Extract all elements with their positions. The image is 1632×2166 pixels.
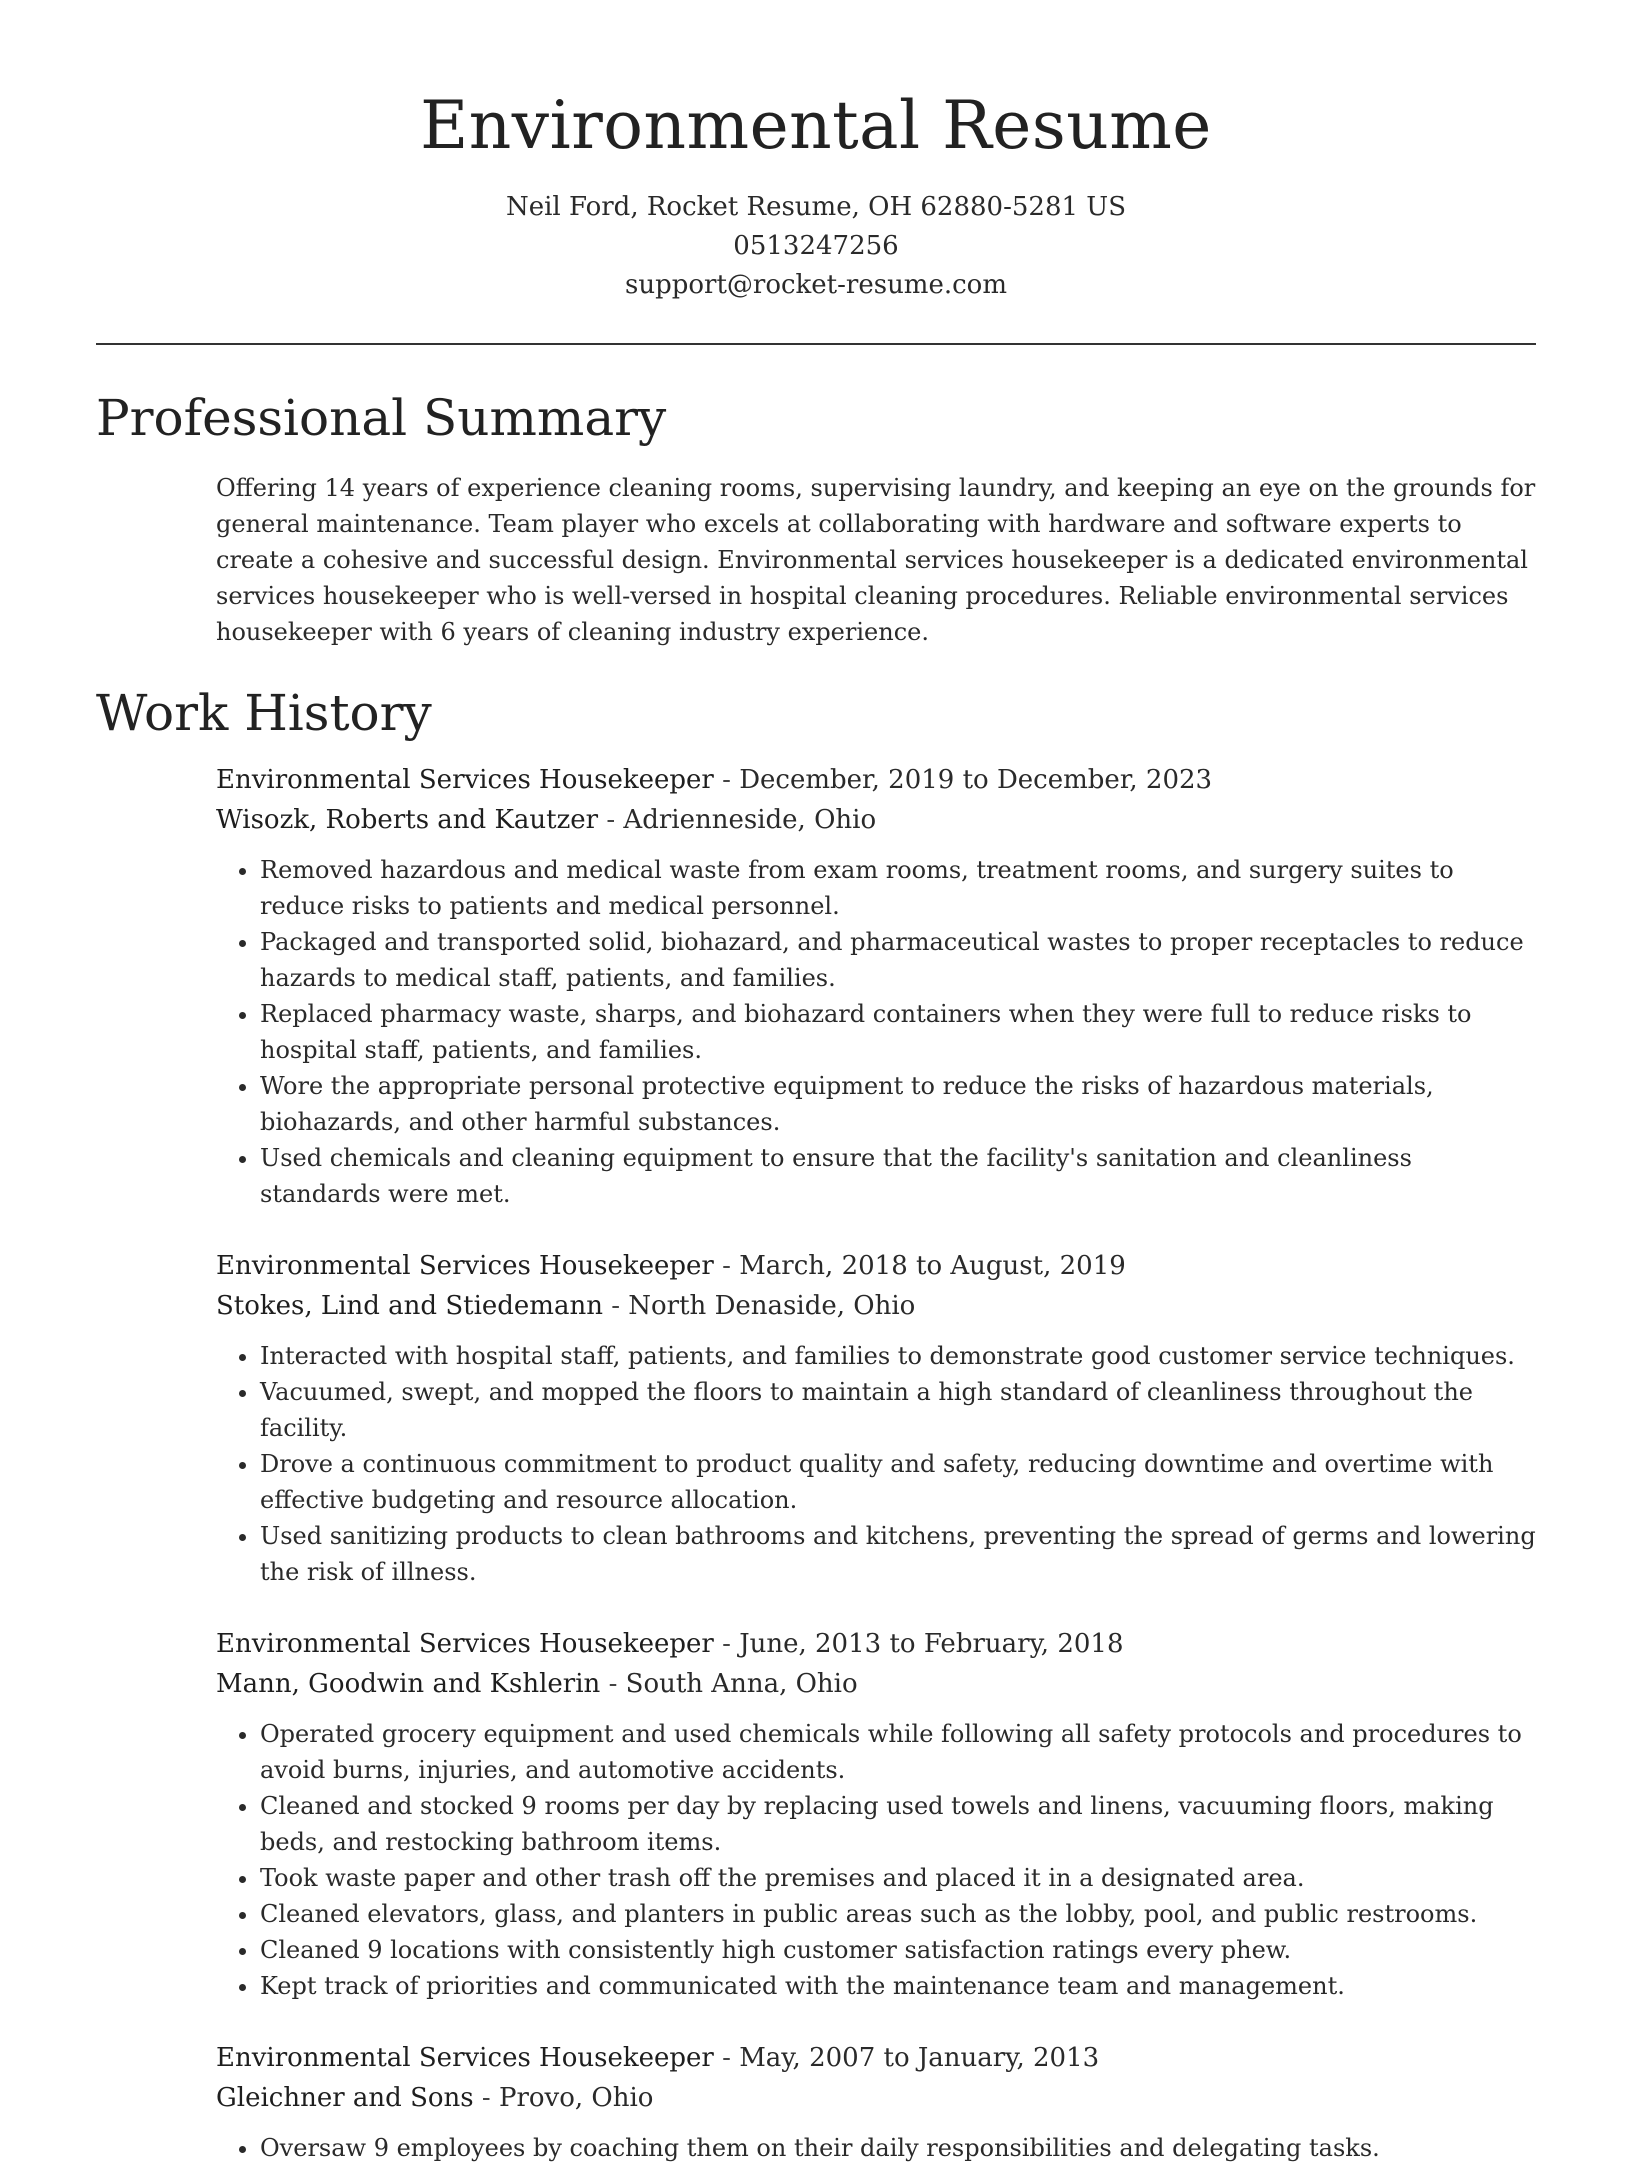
job-company-line: Gleichner and Sons - Provo, Ohio	[216, 2083, 654, 2113]
job-bullet: • Operated grocery equipment and used chemicals while following all safety protocols and procedures to avoid burns, injuries, and automotive accidents.	[260, 1716, 1536, 1788]
job-bullet: • Cleaned elevators, glass, and planters in public areas such as the lobby, pool, and public restrooms.	[260, 1896, 1536, 1932]
job-company-line: Mann, Goodwin and Kshlerin - South Anna, Ohio	[216, 1669, 858, 1699]
contact-name-address: Neil Ford, Rocket Resume, OH 62880-5281 US	[505, 192, 1127, 222]
job-bullet: • Packaged and transported solid, biohazard, and pharmaceutical wastes to proper receptacles to reduce hazards to medical staff, patients, and families.	[260, 924, 1536, 996]
job-title: Environmental Services Housekeeper	[216, 765, 714, 795]
job-entry	[216, 2038, 1536, 2166]
job-title-line: Environmental Services Housekeeper - December, 2019 to December, 2023	[216, 765, 1213, 795]
job-company: Mann, Goodwin and Kshlerin	[216, 1669, 601, 1699]
job-bullet: • Cleaned 9 locations with consistently high customer satisfaction ratings every phew.	[260, 1932, 1536, 1968]
job-bullet: • Oversaw 9 employees by coaching them on their daily responsibilities and delegating tasks.	[260, 2130, 1536, 2166]
job-bullet: • Used sanitizing products to clean bathrooms and kitchens, preventing the spread of germs and lowering the risk of illness.	[260, 1518, 1536, 1590]
job-title: Environmental Services Housekeeper	[216, 1629, 714, 1659]
job-bullet: • Interacted with hospital staff, patients, and families to demonstrate good customer service techniques.	[260, 1338, 1536, 1374]
job-bullet: • Vacuumed, swept, and mopped the floors to maintain a high standard of cleanliness throughout the facility.	[260, 1374, 1536, 1446]
job-company-line: Stokes, Lind and Stiedemann - North Denaside, Ohio	[216, 1291, 916, 1321]
job-title-line: Environmental Services Housekeeper - March, 2018 to August, 2019	[216, 1251, 1126, 1281]
job-location: South Anna, Ohio	[625, 1669, 858, 1699]
job-bullet: • Drove a continuous commitment to product quality and safety, reducing downtime and overtime with effective budgeting and resource allocation.	[260, 1446, 1536, 1518]
job-company: Stokes, Lind and Stiedemann	[216, 1291, 603, 1321]
job-dates: March, 2018 to August, 2019	[739, 1251, 1126, 1281]
resume-title: Environmental Resume	[420, 87, 1212, 164]
contact-email: support@rocket-resume.com	[624, 270, 1007, 300]
job-location: North Denaside, Ohio	[628, 1291, 916, 1321]
work-history-heading: Work History	[96, 684, 432, 742]
job-entry	[216, 1624, 1536, 2004]
job-bullet: • Removed hazardous and medical waste from exam rooms, treatment rooms, and surgery suites to reduce risks to patients and medical personnel.	[260, 852, 1536, 924]
summary-heading: Professional Summary	[96, 389, 667, 447]
job-bullet-list	[216, 2130, 1536, 2166]
job-entry	[216, 1246, 1536, 1590]
job-bullet-list	[216, 852, 1536, 1212]
job-dates: May, 2007 to January, 2013	[739, 2043, 1100, 2073]
job-entry	[216, 760, 1536, 1212]
job-bullet: • Took waste paper and other trash off the premises and placed it in a designated area.	[260, 1860, 1536, 1896]
job-title: Environmental Services Housekeeper	[216, 1251, 714, 1281]
job-bullet-list	[216, 1716, 1536, 2004]
job-bullet: • Cleaned and stocked 9 rooms per day by replacing used towels and linens, vacuuming floors, making beds, and restocking bathroom items.	[260, 1788, 1536, 1860]
contact-block	[96, 188, 1536, 305]
resume-page	[96, 0, 1536, 2166]
job-location: Adrienneside, Ohio	[623, 805, 877, 835]
job-title: Environmental Services Housekeeper	[216, 2043, 714, 2073]
job-dates: December, 2019 to December, 2023	[739, 765, 1213, 795]
job-bullet: • Used chemicals and cleaning equipment to ensure that the facility's sanitation and cleanliness standards were met.	[260, 1140, 1536, 1212]
job-title-line: Environmental Services Housekeeper - June, 2013 to February, 2018	[216, 1629, 1124, 1659]
job-title-line: Environmental Services Housekeeper - May, 2007 to January, 2013	[216, 2043, 1100, 2073]
job-company: Gleichner and Sons	[216, 2083, 474, 2113]
job-list	[216, 760, 1536, 2166]
job-company: Wisozk, Roberts and Kautzer	[216, 805, 599, 835]
job-company-line: Wisozk, Roberts and Kautzer - Adrienneside, Ohio	[216, 805, 877, 835]
job-dates: June, 2013 to February, 2018	[739, 1629, 1124, 1659]
job-bullet: • Kept track of priorities and communicated with the maintenance team and management.	[260, 1968, 1536, 2004]
job-bullet: • Wore the appropriate personal protective equipment to reduce the risks of hazardous materials, biohazards, and other harmful substances.	[260, 1068, 1536, 1140]
job-location: Provo, Ohio	[498, 2083, 654, 2113]
contact-phone: 0513247256	[733, 231, 899, 261]
header-divider	[96, 343, 1536, 345]
job-bullet: • Replaced pharmacy waste, sharps, and biohazard containers when they were full to reduce risks to hospital staff, patients, and families.	[260, 996, 1536, 1068]
summary-text: Offering 14 years of experience cleaning rooms, supervising laundry, and keeping an eye on the grounds for general maintenance. Team player who excels at collaborating with hardware and software experts to create a cohesive and successful design. Environmental services housekeeper is a dedicated environmental services housekeeper who is well-versed in hospital cleaning procedures. Reliable environmental services housekeeper with 6 years of cleaning industry experience.	[216, 474, 1536, 646]
job-bullet-list	[216, 1338, 1536, 1590]
